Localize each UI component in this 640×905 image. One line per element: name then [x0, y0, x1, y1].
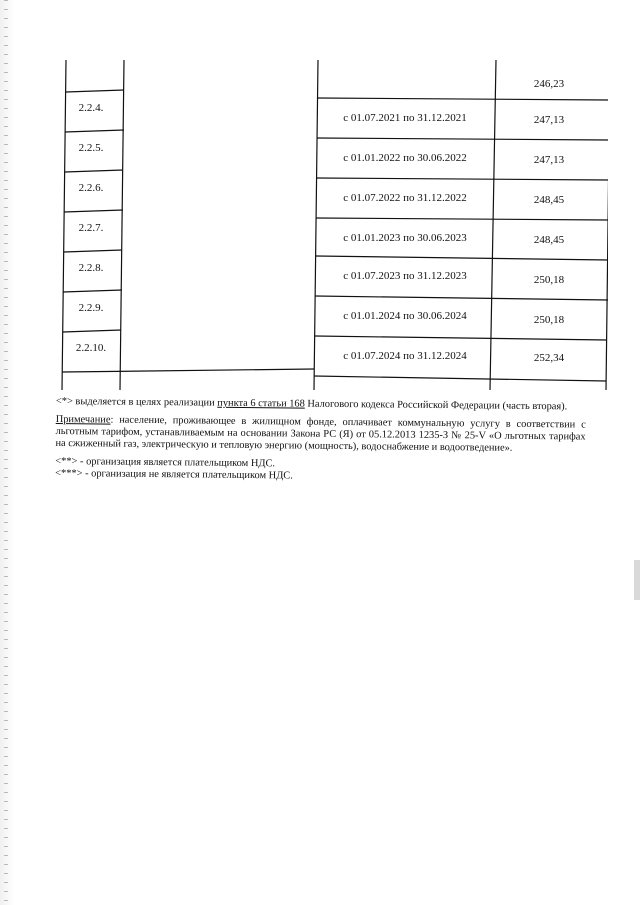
row-value: 250,18	[533, 274, 565, 286]
row-number: 2.2.9.	[78, 302, 104, 314]
table-row	[58, 252, 608, 292]
row-number: 2.2.10.	[75, 342, 107, 354]
footnote-vat-allocation	[56, 396, 586, 414]
row-period: с 01.07.2022 по 31.12.2022	[343, 192, 467, 204]
scan-artifacts-right	[634, 0, 640, 905]
row-number: 2.2.8.	[78, 262, 104, 274]
footnote-text: Налогового кодекса Российской Федерации (часть вторая).	[304, 398, 568, 413]
footnotes	[55, 396, 586, 486]
row-number: 2.2.6.	[78, 182, 104, 194]
tax-code-link[interactable]: пункта 6 статьи 168	[217, 397, 305, 410]
row-number: 2.2.5.	[78, 142, 104, 154]
table-row	[58, 92, 608, 132]
table-row	[58, 292, 608, 332]
row-value: 250,18	[533, 314, 565, 326]
footnote-text: выделяется в целях реализации	[72, 396, 218, 409]
row-period: с 01.07.2021 по 31.12.2021	[343, 112, 467, 124]
note-label: Примечание	[55, 413, 111, 426]
row-period: с 01.01.2022 по 30.06.2022	[343, 152, 467, 164]
row-period: с 01.01.2024 по 30.06.2024	[343, 310, 467, 322]
scan-artifacts-left	[4, 0, 8, 905]
footnote-mark: <***>	[55, 467, 83, 480]
note-text: : население, проживающее в жилищном фонде, оплачивает коммунальную услугу в соответствии с льготным тарифом, устанавливаемым на основании Закона РС (Я) от 05.12.2013 1235-З № 25-V «О льготных тарифах на сжиженный газ, электрическую и тепловую энергию (мощность), водоснабжение и водоотведение».	[55, 414, 586, 454]
note-paragraph	[55, 414, 585, 456]
row-value: 247,13	[533, 154, 565, 166]
footnote-mark: <**>	[55, 455, 78, 468]
table-row	[58, 212, 608, 252]
row-number: 2.2.4.	[78, 102, 104, 114]
row-number: 2.2.7.	[78, 222, 104, 234]
footnote-mark: <*>	[55, 396, 73, 408]
table-row	[58, 172, 608, 212]
footnote-text: - организация не является плательщиком НДС.	[82, 468, 293, 482]
table-row	[58, 132, 608, 172]
row-period: с 01.01.2023 по 30.06.2023	[343, 232, 467, 244]
footnote-text: - организация является плательщиком НДС.	[77, 456, 276, 470]
row-value: 248,45	[533, 194, 565, 206]
table-row	[58, 332, 608, 372]
row-period: с 01.07.2024 по 31.12.2024	[343, 350, 467, 362]
row-value: 246,23	[533, 78, 565, 90]
tariff-table	[58, 60, 608, 390]
row-value: 248,45	[533, 234, 565, 246]
row-period: с 01.07.2023 по 31.12.2023	[343, 270, 467, 282]
row-value: 252,34	[533, 352, 565, 364]
row-value: 247,13	[533, 114, 565, 126]
